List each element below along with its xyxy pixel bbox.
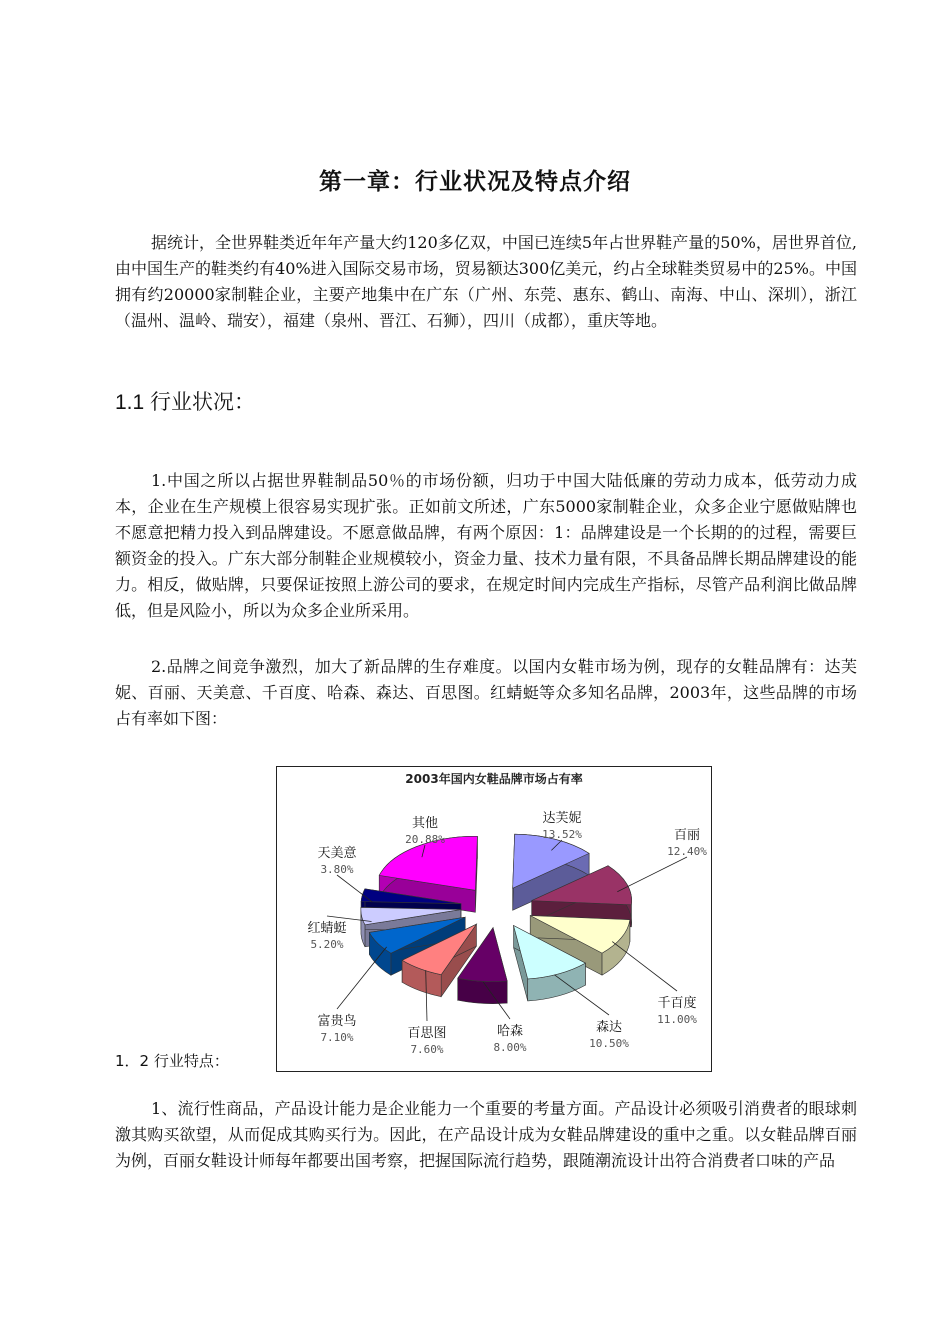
pie-slices	[361, 834, 632, 1003]
leader-line-8	[337, 875, 372, 902]
slice-label-6: 富贵鸟	[317, 1014, 357, 1029]
leader-line-2	[612, 942, 677, 991]
pie-chart-svg	[277, 767, 711, 1071]
leader-line-6	[337, 947, 387, 1009]
slice-value-3: 10.50%	[589, 1037, 629, 1050]
slice-label-2: 千百度	[657, 996, 697, 1011]
section-heading-1-2: 1．2 行业特点：	[115, 1052, 229, 1070]
slice-label-0: 达芙妮	[542, 811, 582, 826]
slice-label-4: 哈森	[496, 1024, 524, 1039]
slice-label-8: 天美意	[317, 846, 357, 861]
paragraph-industry-status-1: 1.中国之所以占据世界鞋制品50％的市场份额，归功于中国大陆低廉的劳动力成本，低劳动力成本，企业在生产规模上很容易实现扩张。正如前文所述，广东5000家制鞋企业，众多企业宁愿做贴牌也不愿意把精力投入到品牌建设。不愿意做品牌，有两个原因：1：品牌建设是一个长期的的过程，需要巨额资金的投入。广东大部分制鞋企业规模较小，资金力量、技术力量有限，不具备品牌长期品牌建设的能力。相反，做贴牌，只要保证按照上游公司的要求，在规定时间内完成生产指标，尽管产品利润比做品牌低，但是风险小，所以为众多企业所采用。	[115, 471, 857, 620]
market-share-chart	[276, 766, 712, 1072]
chart-title: 2003年国内女鞋品牌市场占有率	[405, 772, 583, 786]
slice-value-4: 8.00%	[493, 1041, 527, 1054]
chapter-title: 第一章：行业状况及特点介绍	[319, 169, 631, 195]
slice-value-9: 20.88%	[405, 833, 445, 846]
paragraph-industry-features: 1、流行性商品，产品设计能力是企业能力一个重要的考量方面。产品设计必须吸引消费者的眼球刺激其购买欲望，从而促成其购买行为。因此，在产品设计成为女鞋品牌建设的重中之重。以女鞋品牌百丽为例，百丽女鞋设计师每年都要出国考察，把握国际流行趋势，跟随潮流设计出符合消费者口味的产品	[115, 1099, 857, 1170]
slice-wall-4	[458, 978, 507, 1003]
slice-label-3: 森达	[595, 1020, 623, 1035]
slice-value-0: 13.52%	[542, 828, 582, 841]
slice-label-9: 其他	[411, 816, 439, 831]
paragraph-industry-status-2: 2.品牌之间竞争激烈，加大了新品牌的生存难度。以国内女鞋市场为例，现存的女鞋品牌有：达芙妮、百丽、天美意、千百度、哈森、森达、百思图。红蜻蜓等众多知名品牌，2003年，这些品牌的市场占有率如下图：	[115, 657, 857, 728]
slice-value-8: 3.80%	[320, 863, 354, 876]
slice-value-2: 11.00%	[657, 1013, 697, 1026]
section-heading-1-1: 1.1 行业状况：	[115, 391, 256, 414]
slice-label-1: 百丽	[673, 828, 701, 843]
slice-value-6: 7.10%	[320, 1031, 354, 1044]
slice-value-5: 7.60%	[410, 1043, 444, 1056]
slice-label-7: 红蜻蜓	[307, 921, 347, 936]
intro-paragraph: 据统计，全世界鞋类近年年产量大约120多亿双，中国已连续5年占世界鞋产量的50%，居世界首位,由中国生产的鞋类约有40%进入国际交易市场，贸易额达300亿美元，约占全球鞋类贸易中的25%。中国拥有约20000家制鞋企业，主要产地集中在广东（广州、东莞、惠东、鹤山、南海、中山、深圳），浙江（温州、温岭、瑞安），福建（泉州、晋江、石狮），四川（成都），重庆等地。	[115, 233, 857, 330]
leader-line-1	[617, 857, 687, 892]
slice-value-7: 5.20%	[310, 938, 344, 951]
slice-value-1: 12.40%	[667, 845, 707, 858]
slice-label-5: 百思图	[407, 1026, 447, 1041]
